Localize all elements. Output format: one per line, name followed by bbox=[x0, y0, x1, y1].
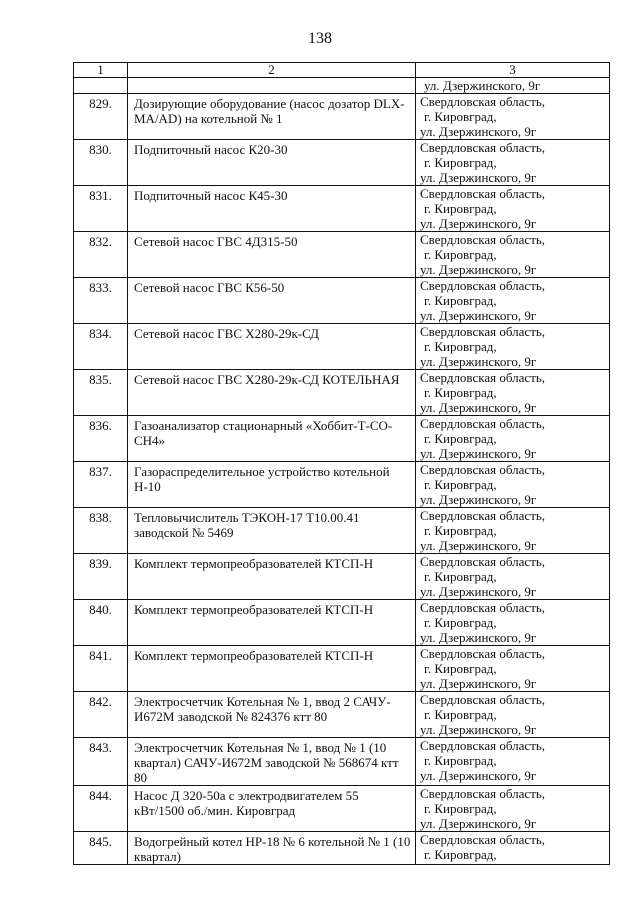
item-address bbox=[416, 646, 610, 692]
row-number: 836. bbox=[74, 416, 128, 462]
address-line: Свердловская область, bbox=[420, 416, 546, 431]
table-row bbox=[74, 646, 610, 692]
address-line: ул. Дзержинского, 9г bbox=[420, 538, 537, 553]
item-name: Сетевой насос ГВС 4Д315-50 bbox=[128, 232, 416, 278]
item-address bbox=[416, 786, 610, 832]
address-line: ул. Дзержинского, 9г bbox=[420, 584, 537, 599]
item-address bbox=[416, 600, 610, 646]
item-address bbox=[416, 278, 610, 324]
address-line: г. Кировград, bbox=[424, 247, 497, 262]
row-number: 832. bbox=[74, 232, 128, 278]
item-name: Водогрейный котел НР-18 № 6 котельной № 1 (10 квартал) bbox=[128, 832, 416, 865]
table-row bbox=[74, 416, 610, 462]
address-line: Свердловская область, bbox=[420, 370, 546, 385]
address-line: Свердловская область, bbox=[420, 786, 546, 801]
address-line: Свердловская область, bbox=[420, 508, 546, 523]
row-number: 842. bbox=[74, 692, 128, 738]
address-line: ул. Дзержинского, 9г bbox=[420, 400, 537, 415]
item-name: Газоанализатор стационарный «Хоббит-Т-СО-СН4» bbox=[128, 416, 416, 462]
address-line: ул. Дзержинского, 9г bbox=[420, 354, 537, 369]
address-line: Свердловская область, bbox=[420, 94, 546, 109]
item-name: Тепловычислитель ТЭКОН-17 Т10.00.41 заводской № 5469 bbox=[128, 508, 416, 554]
address-line: Свердловская область, bbox=[420, 600, 546, 615]
address-line: ул. Дзержинского, 9г bbox=[420, 816, 537, 831]
column-header-2: 2 bbox=[128, 63, 416, 78]
address-line: г. Кировград, bbox=[424, 431, 497, 446]
address-line: Свердловская область, bbox=[420, 554, 546, 569]
column-header-3: 3 bbox=[416, 63, 610, 78]
table-row bbox=[74, 140, 610, 186]
address-line: Свердловская область, bbox=[420, 278, 546, 293]
address-line: г. Кировград, bbox=[424, 109, 497, 124]
table-row bbox=[74, 600, 610, 646]
item-name: Комплект термопреобразователей КТСП-Н bbox=[128, 600, 416, 646]
item-name: Подпиточный насос К20-30 bbox=[128, 140, 416, 186]
address-line: Свердловская область, bbox=[420, 140, 546, 155]
row-number: 839. bbox=[74, 554, 128, 600]
address-line: г. Кировград, bbox=[424, 661, 497, 676]
address-line: ул. Дзержинского, 9г bbox=[420, 722, 537, 737]
item-address bbox=[416, 832, 610, 865]
inventory-table bbox=[73, 62, 610, 865]
address-line: г. Кировград, bbox=[424, 339, 497, 354]
address-line: Свердловская область, bbox=[420, 186, 546, 201]
address-line: ул. Дзержинского, 9г bbox=[420, 676, 537, 691]
table-header-row bbox=[74, 63, 610, 78]
row-number: 845. bbox=[74, 832, 128, 865]
table-row bbox=[74, 786, 610, 832]
table-row bbox=[74, 738, 610, 786]
item-address bbox=[416, 692, 610, 738]
table-row bbox=[74, 508, 610, 554]
address-line: ул. Дзержинского, 9г bbox=[420, 630, 537, 645]
address-line: ул. Дзержинского, 9г bbox=[420, 308, 537, 323]
item-address bbox=[416, 462, 610, 508]
address-line: г. Кировград, bbox=[424, 707, 497, 722]
item-name: Комплект термопреобразователей КТСП-Н bbox=[128, 646, 416, 692]
row-number: 830. bbox=[74, 140, 128, 186]
carry-over-row bbox=[74, 78, 610, 94]
row-number: 843. bbox=[74, 738, 128, 786]
row-number: 835. bbox=[74, 370, 128, 416]
item-address bbox=[416, 738, 610, 786]
item-address bbox=[416, 94, 610, 140]
item-address bbox=[416, 140, 610, 186]
address-line: г. Кировград, bbox=[424, 801, 497, 816]
item-name: Сетевой насос ГВС К56-50 bbox=[128, 278, 416, 324]
item-address bbox=[416, 186, 610, 232]
carry-over-address: ул. Дзержинского, 9г bbox=[424, 78, 541, 93]
item-address bbox=[416, 508, 610, 554]
item-address bbox=[416, 324, 610, 370]
row-number: 829. bbox=[74, 94, 128, 140]
address-line: г. Кировград, bbox=[424, 569, 497, 584]
column-header-1: 1 bbox=[74, 63, 128, 78]
table-row bbox=[74, 462, 610, 508]
item-name: Подпиточный насос К45-30 bbox=[128, 186, 416, 232]
row-number: 834. bbox=[74, 324, 128, 370]
table-row bbox=[74, 554, 610, 600]
table-row bbox=[74, 324, 610, 370]
address-line: г. Кировград, bbox=[424, 293, 497, 308]
address-line: ул. Дзержинского, 9г bbox=[420, 446, 537, 461]
page-number: 138 bbox=[308, 30, 332, 47]
address-line: ул. Дзержинского, 9г bbox=[420, 492, 537, 507]
table-row bbox=[74, 232, 610, 278]
address-line: г. Кировград, bbox=[424, 477, 497, 492]
item-address bbox=[416, 416, 610, 462]
address-line: г. Кировград, bbox=[424, 847, 497, 862]
item-address bbox=[416, 554, 610, 600]
table-row bbox=[74, 832, 610, 865]
item-name: Насос Д 320-50а с электродвигателем 55 кВт/1500 об./мин. Кировград bbox=[128, 786, 416, 832]
table-row bbox=[74, 278, 610, 324]
row-number: 837. bbox=[74, 462, 128, 508]
address-line: ул. Дзержинского, 9г bbox=[420, 170, 537, 185]
address-line: г. Кировград, bbox=[424, 523, 497, 538]
address-line: г. Кировград, bbox=[424, 155, 497, 170]
table-row bbox=[74, 370, 610, 416]
row-number: 831. bbox=[74, 186, 128, 232]
address-line: г. Кировград, bbox=[424, 201, 497, 216]
address-line: Свердловская область, bbox=[420, 692, 546, 707]
address-line: Свердловская область, bbox=[420, 738, 546, 753]
item-address bbox=[416, 232, 610, 278]
address-line: г. Кировград, bbox=[424, 615, 497, 630]
address-line: Свердловская область, bbox=[420, 646, 546, 661]
address-line: г. Кировград, bbox=[424, 385, 497, 400]
item-name: Дозирующие оборудование (насос дозатор DLX-MA/AD) на котельной № 1 bbox=[128, 94, 416, 140]
address-line: ул. Дзержинского, 9г bbox=[420, 768, 537, 783]
item-name: Электросчетчик Котельная № 1, ввод № 1 (10 квартал) САЧУ-И672М заводской № 568674 ктт 80 bbox=[128, 738, 416, 786]
address-line: ул. Дзержинского, 9г bbox=[420, 216, 537, 231]
address-line: Свердловская область, bbox=[420, 232, 546, 247]
item-name: Комплект термопреобразователей КТСП-Н bbox=[128, 554, 416, 600]
address-line: Свердловская область, bbox=[420, 832, 546, 847]
address-line: Свердловская область, bbox=[420, 462, 546, 477]
address-line: г. Кировград, bbox=[424, 753, 497, 768]
table-row bbox=[74, 94, 610, 140]
row-number: 833. bbox=[74, 278, 128, 324]
item-address bbox=[416, 370, 610, 416]
item-name: Сетевой насос ГВС Х280-29к-СД bbox=[128, 324, 416, 370]
item-name: Электросчетчик Котельная № 1, ввод 2 САЧУ-И672М заводской № 824376 ктт 80 bbox=[128, 692, 416, 738]
address-line: Свердловская область, bbox=[420, 324, 546, 339]
item-name: Сетевой насос ГВС Х280-29к-СД КОТЕЛЬНАЯ bbox=[128, 370, 416, 416]
table-row bbox=[74, 186, 610, 232]
table-row bbox=[74, 692, 610, 738]
address-line: ул. Дзержинского, 9г bbox=[420, 262, 537, 277]
row-number: 840. bbox=[74, 600, 128, 646]
address-line: ул. Дзержинского, 9г bbox=[420, 124, 537, 139]
row-number: 838. bbox=[74, 508, 128, 554]
row-number: 841. bbox=[74, 646, 128, 692]
item-name: Газораспределительное устройство котельной Н-10 bbox=[128, 462, 416, 508]
row-number: 844. bbox=[74, 786, 128, 832]
